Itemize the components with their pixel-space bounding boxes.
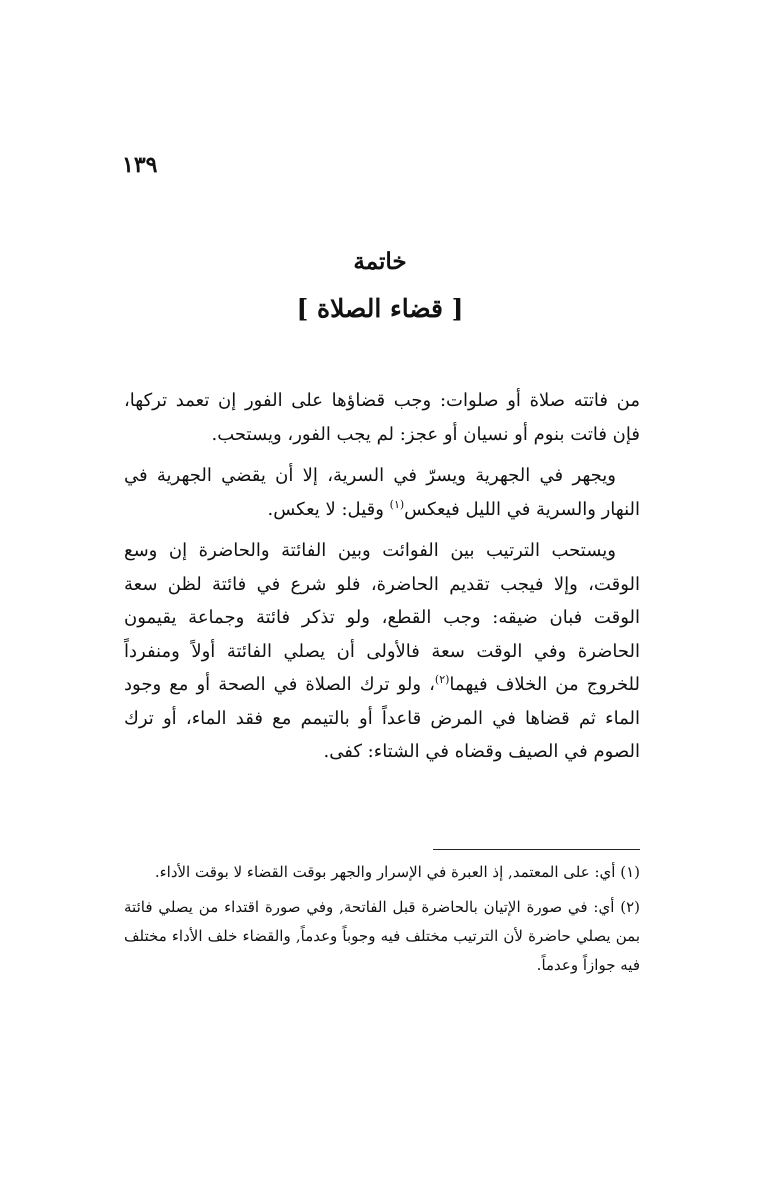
paragraph-3-text-a: ويستحب الترتيب بين الفوائت وبين الفائتة والحاضرة إن وسع الوقت، وإلا فيجب تقديم الحاضرة، فلو شرع في فائتة لظن سعة الوقت فبان ضيقه: وجب القطع، ولو تذكر فائتة وجماعة يقيمون الحاضرة وفي الوقت سعة فالأولى أن يصلي الفائتة أولاً ومنفرداً للخروج من الخلاف فيهما bbox=[124, 540, 641, 695]
footnote-ref-2: (٢) bbox=[434, 673, 450, 686]
section-subtitle: [ قضاء الصلاة ] bbox=[296, 294, 464, 323]
paragraph-1: من فاتته صلاة أو صلوات: وجب قضاؤها على الفور إن تعمد تركها، فإن فاتت بنوم أو نسيان أو عجز: لم يجب الفور، ويستحب. bbox=[124, 390, 640, 445]
paragraph-3-text-b: ، ولو ترك الصلاة في الصحة أو مع وجود الماء ثم قضاها في المرض قاعداً أو بالتيمم مع فقد الماء، أو ترك الصوم في الصيف وقضاه في الشتاء: كفى. bbox=[124, 674, 640, 762]
paragraph-3 bbox=[124, 534, 640, 769]
paragraph-2-text-b: وقيل: لا يعكس. bbox=[267, 498, 390, 520]
footnote-1: (١) أي: على المعتمد, إذ العبرة في الإسرار والجهر بوقت القضاء لا بوقت الأداء. bbox=[154, 863, 640, 881]
footnote-2: (٢) أي: في صورة الإتيان بالحاضرة قبل الفاتحة, وفي صورة اقتداء من يصلي فائتة بمن يصلي حاضرة لأن الترتيب مختلف فيه وجوباً وعدماً, والقضاء خلف الأداء مختلف فيه جوازاً وعدماً. bbox=[124, 898, 640, 974]
paragraph-2-text-a: ويجهر في الجهرية ويسرّ في السرية، إلا أن يقضي الجهرية في النهار والسرية في الليل فيعكس bbox=[124, 465, 640, 520]
paragraph-2 bbox=[124, 459, 640, 526]
chapter-title: خاتمة bbox=[353, 248, 407, 275]
footnote-ref-1: (١) bbox=[389, 497, 405, 511]
page-number: ١٣٩ bbox=[122, 152, 158, 178]
footnotes bbox=[124, 858, 640, 986]
footnote-divider bbox=[433, 849, 640, 850]
body-text bbox=[124, 384, 640, 777]
